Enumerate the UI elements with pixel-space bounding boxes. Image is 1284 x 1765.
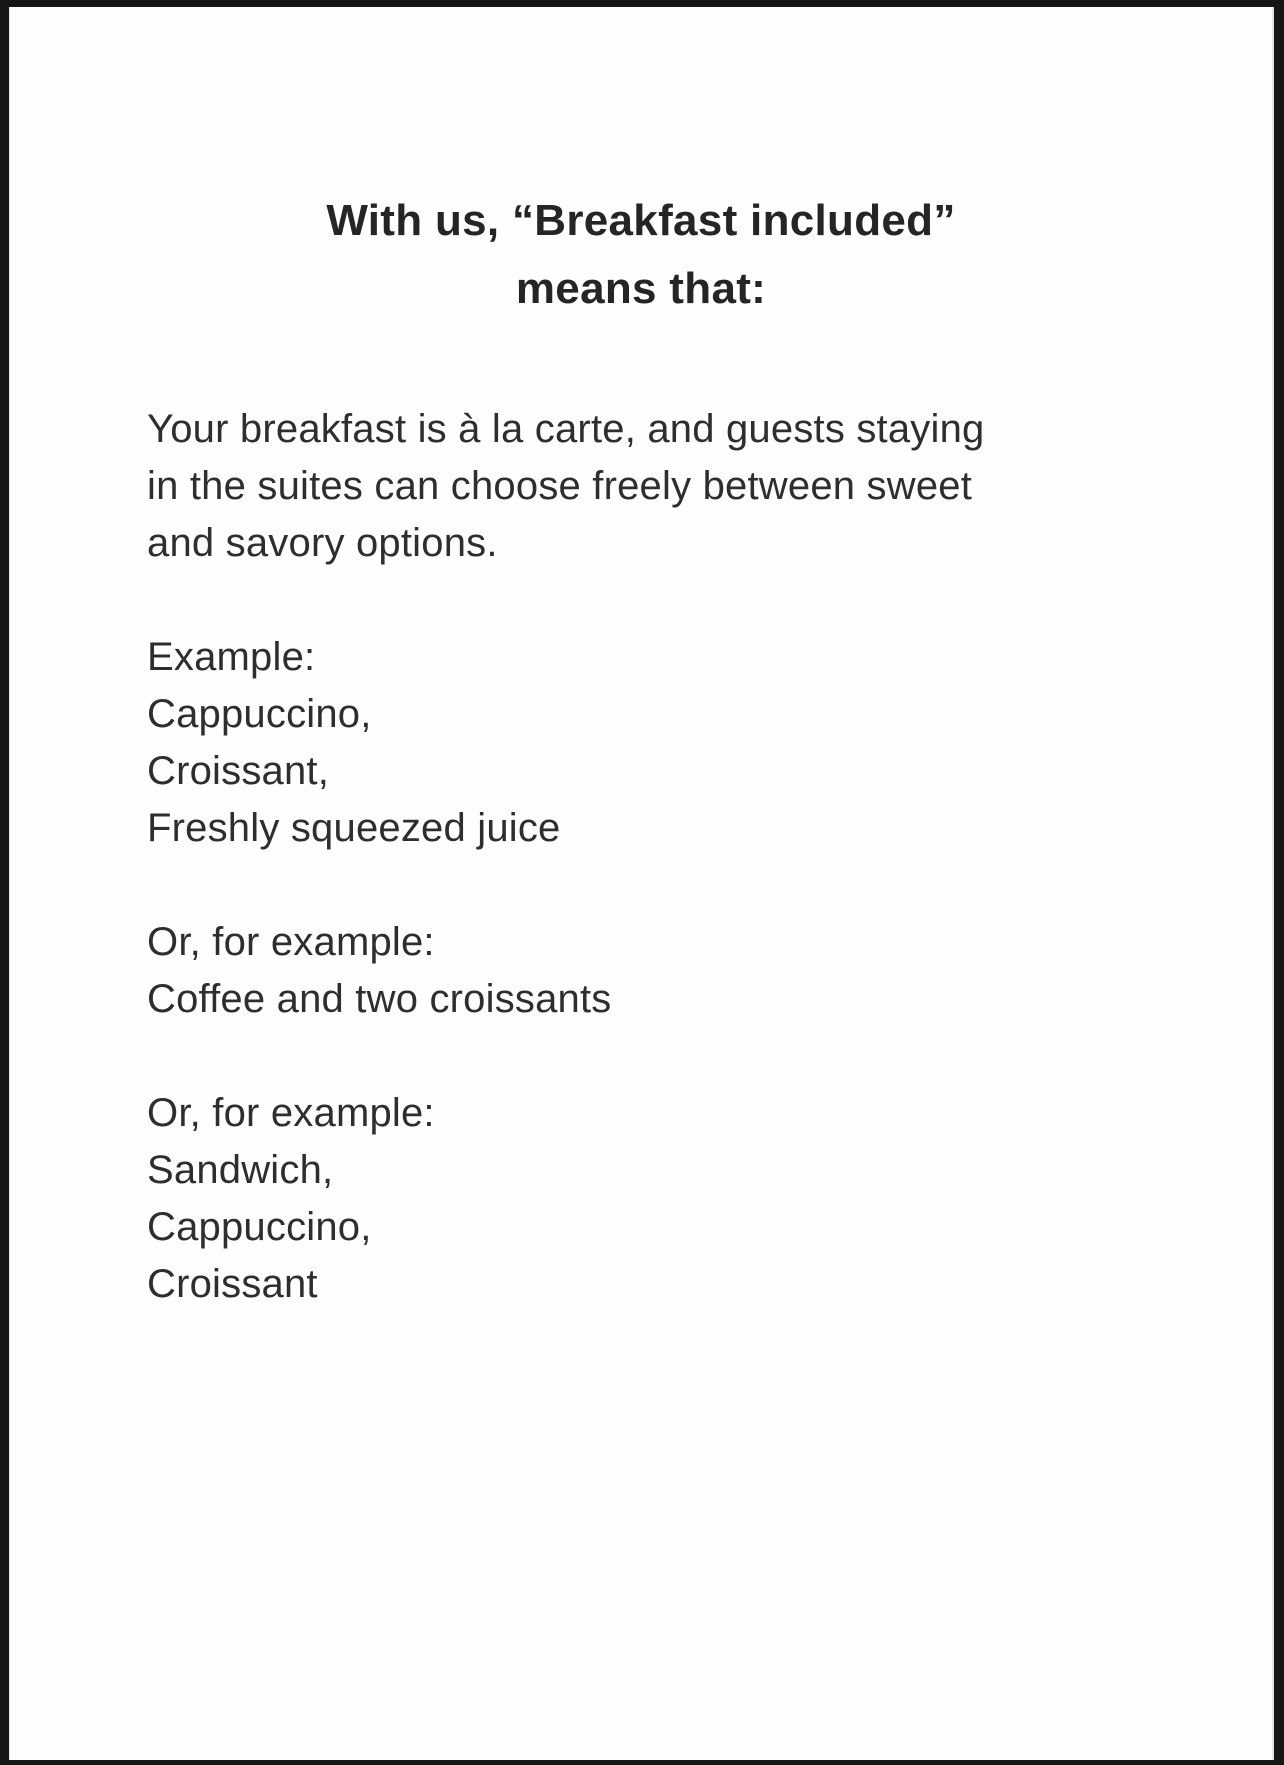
paragraph-example-2 [147, 914, 1212, 1028]
paragraph-intro [147, 401, 1212, 572]
body-line: Croissant [147, 1262, 318, 1306]
body-line: and savory options. [147, 521, 498, 565]
title-line-1: With us, “Breakfast included” [326, 196, 956, 245]
body-line: Or, for example: [147, 920, 435, 964]
title-line-2: means that: [515, 264, 767, 313]
paragraph-example-1 [147, 629, 1212, 857]
body-line: Example: [147, 635, 316, 679]
page-title [10, 7, 1272, 323]
page-body [10, 401, 1272, 1313]
body-line: Coffee and two croissants [147, 977, 612, 1021]
page [9, 7, 1274, 1760]
body-line: Sandwich, [147, 1148, 334, 1192]
body-line: Cappuccino, [147, 1205, 372, 1249]
body-line: Freshly squeezed juice [147, 806, 561, 850]
body-line: in the suites can choose freely between sweet [147, 464, 973, 508]
body-line: Cappuccino, [147, 692, 372, 736]
body-line: Your breakfast is à la carte, and guests staying [147, 407, 985, 451]
body-line: Or, for example: [147, 1091, 435, 1135]
paragraph-example-3 [147, 1085, 1212, 1313]
body-line: Croissant, [147, 749, 330, 793]
